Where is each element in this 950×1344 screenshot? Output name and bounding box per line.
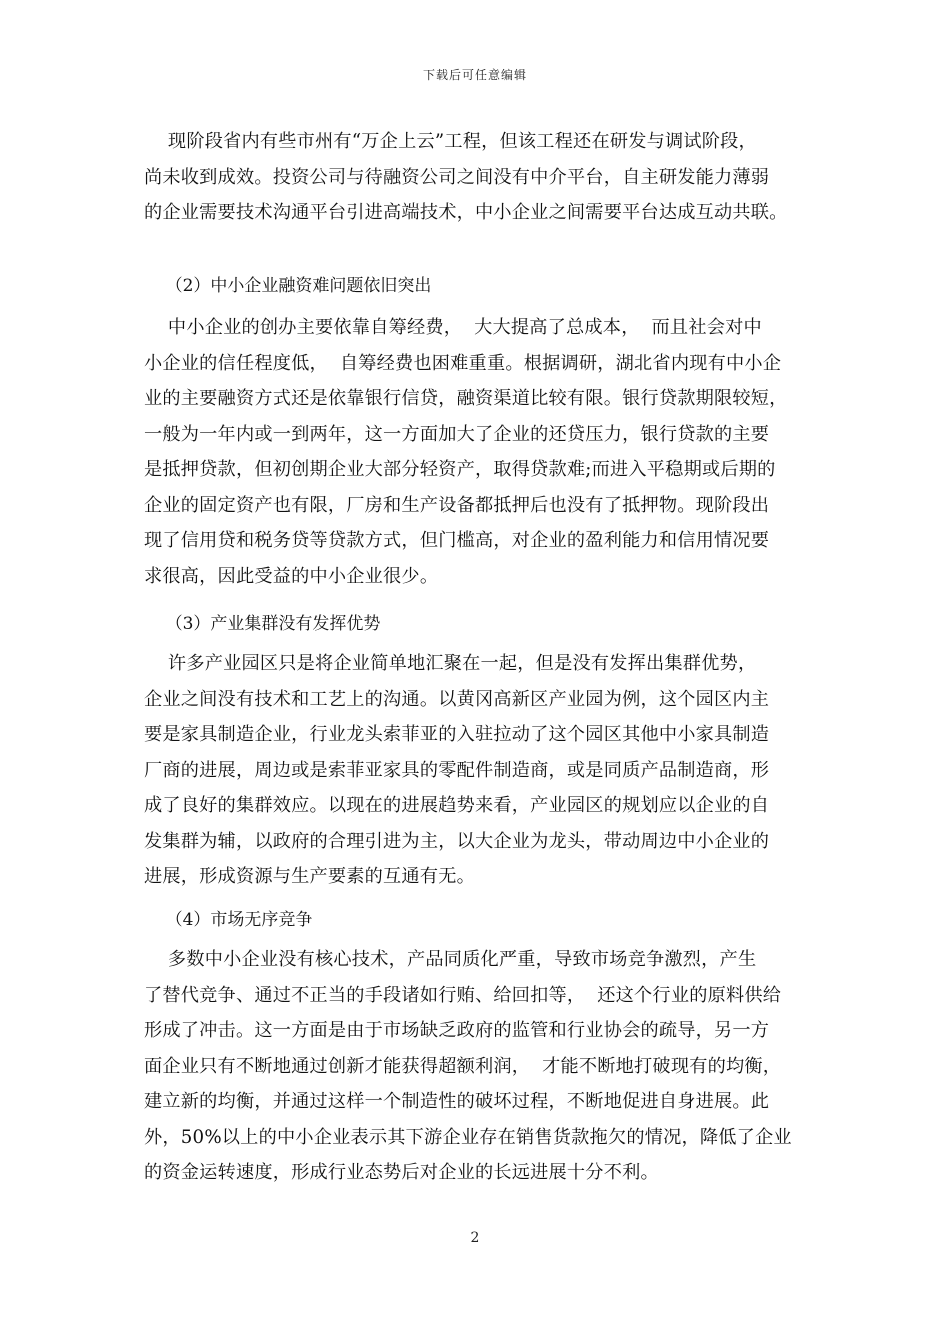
paragraph-financing (144, 310, 824, 594)
text-line: 中小企业的创办主要依靠自筹经费， 大大提高了总成本， 而且社会对中 (144, 317, 762, 338)
text-line: 是抵押贷款，但初创期企业大部分轻资产，取得贷款难;而进入平稳期或后期的 (144, 459, 776, 480)
text-line: 现阶段省内有些市州有“万企上云”工程，但该工程还在研发与调试阶段， (144, 131, 757, 152)
section-heading-financing: （2）中小企业融资难问题依旧突出 (144, 276, 432, 296)
paragraph-market-competition (144, 942, 824, 1191)
text-line: 尚未收到成效。投资公司与待融资公司之间没有中介平台，自主研发能力薄弱 (144, 166, 770, 188)
text-line: 要是家具制造企业，行业龙头索菲亚的入驻拉动了这个园区其他中小家具制造 (144, 724, 770, 745)
text-line: 许多产业园区只是将企业简单地汇聚在一起，但是没有发挥出集群优势， (144, 653, 757, 674)
text-line: 企业之间没有技术和工艺上的沟通。以黄冈高新区产业园为例，这个园区内主 (144, 688, 770, 710)
paragraph-cloud-project (144, 124, 824, 231)
text-line: 企业的固定资产也有限，厂房和生产设备都抵押后也没有了抵押物。现阶段出 (144, 494, 770, 516)
section-heading-industrial-cluster: （3）产业集群没有发挥优势 (144, 614, 381, 634)
text-line: 现了信用贷和税务贷等贷款方式，但门槛高，对企业的盈利能力和信用情况要 (144, 530, 770, 551)
text-line: 求很高，因此受益的中小企业很少。 (144, 565, 439, 587)
paragraph-industrial-cluster (144, 646, 824, 895)
text-line: 形成了冲击。这一方面是由于市场缺乏政府的监管和行业协会的疏导，另一方 (144, 1020, 770, 1041)
text-line: 外，50%以上的中小企业表示其下游企业存在销售货款拖欠的情况，降低了企业 (144, 1126, 792, 1148)
text-line: 建立新的均衡，并通过这样一个制造性的破坏过程，不断地促进自身进展。此 (144, 1091, 770, 1112)
section-heading-market-competition: （4）市场无序竞争 (144, 910, 313, 930)
text-line: 的资金运转速度，形成行业态势后对企业的长远进展十分不利。 (144, 1162, 659, 1183)
text-line: 的企业需要技术沟通平台引进高端技术，中小企业之间需要平台达成互动共联。 (144, 202, 788, 223)
text-line: 进展，形成资源与生产要素的互通有无。 (144, 866, 475, 887)
text-line: 多数中小企业没有核心技术，产品同质化严重，导致市场竞争激烈，产生 (144, 949, 757, 970)
text-line: 成了良好的集群效应。以现在的进展趋势来看，产业园区的规划应以企业的自 (144, 795, 770, 816)
page-header: 下载后可任意编辑 (422, 68, 527, 82)
text-line: 小企业的信任程度低， 自筹经费也困难重重。根据调研，湖北省内现有中小企 (144, 352, 782, 374)
text-line: 一般为一年内或一到两年，这一方面加大了企业的还贷压力，银行贷款的主要 (144, 423, 770, 445)
text-line: 了替代竞争、通过不正当的手段诸如行贿、给回扣等， 还这个行业的原料供给 (144, 984, 782, 1006)
text-line: 厂商的进展，周边或是索菲亚家具的零配件制造商，或是同质产品制造商，形 (144, 759, 770, 781)
text-line: 业的主要融资方式还是依靠银行信贷，融资渠道比较有限。银行贷款期限较短， (144, 388, 788, 409)
text-line: 发集群为辅，以政府的合理引进为主，以大企业为龙头，带动周边中小企业的 (144, 830, 770, 852)
page-number: 2 (470, 1230, 480, 1246)
text-line: 面企业只有不断地通过创新才能获得超额利润， 才能不断地打破现有的均衡， (144, 1055, 782, 1077)
